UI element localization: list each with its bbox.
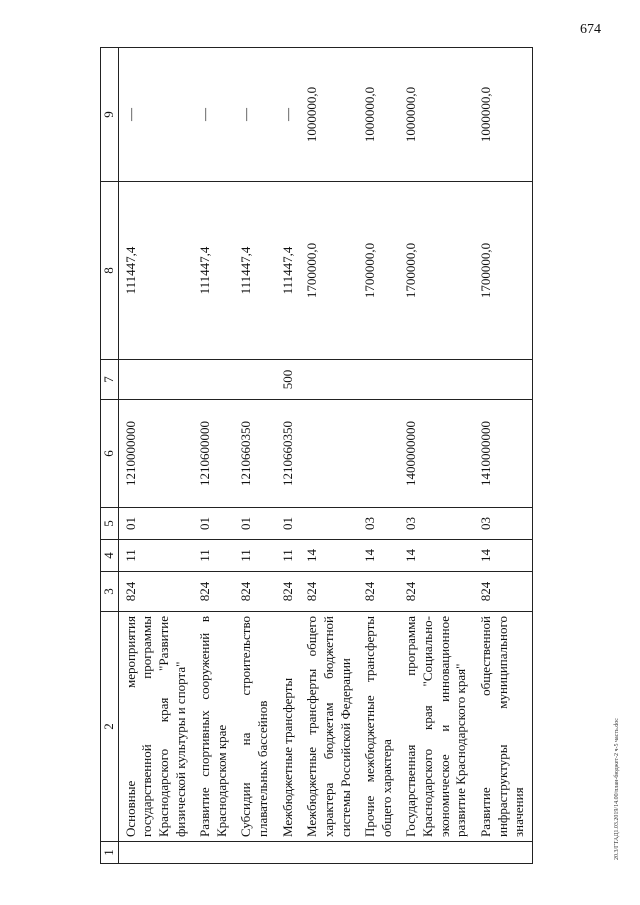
cell-target-article: 1410000000 bbox=[474, 400, 532, 508]
cell-target-article: 1210660350 bbox=[234, 400, 275, 508]
cell-target-article: 1210600000 bbox=[193, 400, 234, 508]
table-row bbox=[399, 48, 474, 864]
table-row bbox=[358, 48, 399, 864]
cell-subsection: 01 bbox=[234, 508, 275, 540]
cell-col1 bbox=[193, 842, 234, 864]
cell-subsection: 03 bbox=[399, 508, 474, 540]
cell-amount-2021: — bbox=[118, 48, 193, 182]
cell-col1 bbox=[300, 842, 358, 864]
header-cell-9: 9 bbox=[101, 48, 119, 182]
page-number: 674 bbox=[580, 22, 601, 37]
cell-expense-type bbox=[118, 360, 193, 400]
cell-target-article bbox=[358, 400, 399, 508]
cell-expense-type bbox=[193, 360, 234, 400]
header-cell-1: 1 bbox=[101, 842, 119, 864]
cell-section: 11 bbox=[276, 540, 301, 572]
cell-expense-type: 500 bbox=[276, 360, 301, 400]
cell-section: 14 bbox=[399, 540, 474, 572]
cell-section: 11 bbox=[234, 540, 275, 572]
cell-expense-type bbox=[234, 360, 275, 400]
cell-name: Развитие общественной инфраструктуры муниципального значения bbox=[474, 612, 532, 842]
table-header-row bbox=[101, 48, 119, 864]
cell-section: 14 bbox=[474, 540, 532, 572]
cell-name: Государственная программа Краснодарского края "Социально-экономическое и инновационное развитие Краснодарского края" bbox=[399, 612, 474, 842]
cell-expense-type bbox=[300, 360, 358, 400]
table-row bbox=[300, 48, 358, 864]
cell-section: 14 bbox=[358, 540, 399, 572]
header-cell-4: 4 bbox=[101, 540, 119, 572]
cell-name: Прочие межбюджетные трансферты общего характера bbox=[358, 612, 399, 842]
cell-ministry-code: 824 bbox=[276, 572, 301, 612]
cell-amount-2020: 111447,4 bbox=[118, 182, 193, 360]
table-row bbox=[193, 48, 234, 864]
cell-col1 bbox=[358, 842, 399, 864]
cell-target-article bbox=[300, 400, 358, 508]
cell-section: 14 bbox=[300, 540, 358, 572]
cell-col1 bbox=[118, 842, 193, 864]
header-cell-2: 2 bbox=[101, 612, 119, 842]
table-row bbox=[474, 48, 532, 864]
cell-section: 11 bbox=[118, 540, 193, 572]
cell-amount-2020: 111447,4 bbox=[234, 182, 275, 360]
cell-amount-2021: 1000000,0 bbox=[399, 48, 474, 182]
cell-amount-2020: 1700000,0 bbox=[300, 182, 358, 360]
cell-subsection bbox=[300, 508, 358, 540]
cell-subsection: 03 bbox=[358, 508, 399, 540]
footer-file-code: 20.3/ГТАД1.03.2019/14.00/план-бюджет-2 ч-5 часть.doc bbox=[614, 718, 620, 860]
header-cell-6: 6 bbox=[101, 400, 119, 508]
cell-amount-2021: — bbox=[193, 48, 234, 182]
budget-table bbox=[100, 47, 533, 864]
cell-expense-type bbox=[358, 360, 399, 400]
cell-subsection: 01 bbox=[276, 508, 301, 540]
cell-amount-2020: 111447,4 bbox=[193, 182, 234, 360]
header-cell-5: 5 bbox=[101, 508, 119, 540]
cell-expense-type bbox=[474, 360, 532, 400]
cell-ministry-code: 824 bbox=[300, 572, 358, 612]
cell-amount-2021: — bbox=[276, 48, 301, 182]
cell-target-article: 1210000000 bbox=[118, 400, 193, 508]
cell-amount-2021: 1000000,0 bbox=[300, 48, 358, 182]
cell-name: Межбюджетные трансферты bbox=[276, 612, 301, 842]
header-cell-7: 7 bbox=[101, 360, 119, 400]
cell-name: Основные мероприятия государственной программы Краснодарского края "Развитие физической культуры и спорта" bbox=[118, 612, 193, 842]
cell-target-article: 1210660350 bbox=[276, 400, 301, 508]
cell-ministry-code: 824 bbox=[358, 572, 399, 612]
cell-amount-2020: 111447,4 bbox=[276, 182, 301, 360]
cell-amount-2021: 1000000,0 bbox=[358, 48, 399, 182]
table-row bbox=[118, 48, 193, 864]
cell-ministry-code: 824 bbox=[399, 572, 474, 612]
cell-ministry-code: 824 bbox=[474, 572, 532, 612]
cell-subsection: 01 bbox=[118, 508, 193, 540]
header-cell-8: 8 bbox=[101, 182, 119, 360]
rotated-table-container bbox=[100, 48, 586, 864]
cell-ministry-code: 824 bbox=[118, 572, 193, 612]
cell-name: Субсидии на строительство плавательных бассейнов bbox=[234, 612, 275, 842]
cell-subsection: 03 bbox=[474, 508, 532, 540]
cell-col1 bbox=[399, 842, 474, 864]
cell-amount-2020: 1700000,0 bbox=[358, 182, 399, 360]
cell-amount-2021: — bbox=[234, 48, 275, 182]
cell-section: 11 bbox=[193, 540, 234, 572]
cell-amount-2020: 1700000,0 bbox=[399, 182, 474, 360]
cell-expense-type bbox=[399, 360, 474, 400]
cell-target-article: 1400000000 bbox=[399, 400, 474, 508]
table-row bbox=[276, 48, 301, 864]
table-row bbox=[234, 48, 275, 864]
cell-col1 bbox=[234, 842, 275, 864]
cell-name: Межбюджетные трансферты общего характера бюджетам бюджетной системы Российской Федерации bbox=[300, 612, 358, 842]
cell-ministry-code: 824 bbox=[234, 572, 275, 612]
cell-col1 bbox=[276, 842, 301, 864]
cell-amount-2020: 1700000,0 bbox=[474, 182, 532, 360]
cell-col1 bbox=[474, 842, 532, 864]
header-cell-3: 3 bbox=[101, 572, 119, 612]
cell-amount-2021: 1000000,0 bbox=[474, 48, 532, 182]
cell-subsection: 01 bbox=[193, 508, 234, 540]
cell-name: Развитие спортивных сооружений в Краснодарском крае bbox=[193, 612, 234, 842]
cell-ministry-code: 824 bbox=[193, 572, 234, 612]
